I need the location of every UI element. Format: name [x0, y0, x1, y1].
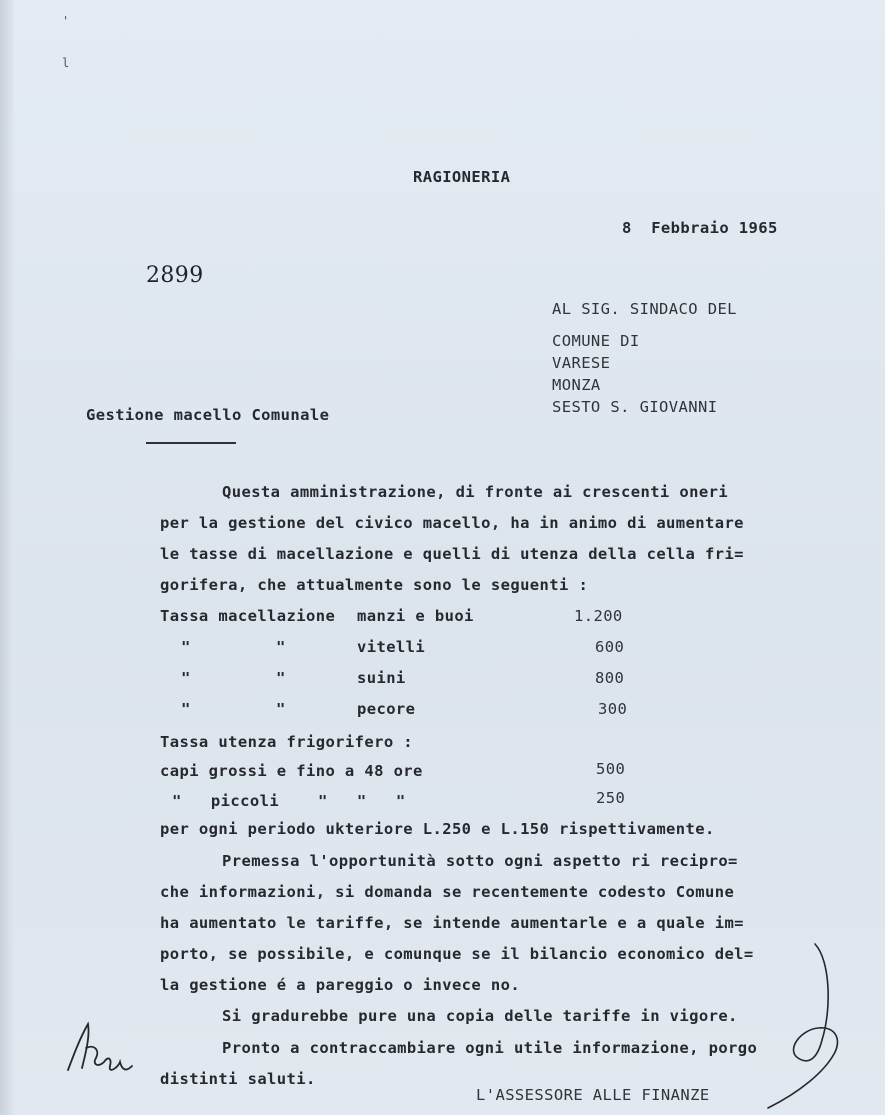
- fee-amount: 250: [596, 789, 626, 807]
- pen-stroke-mark: [760, 938, 850, 1113]
- fee-amount: 800: [595, 669, 625, 687]
- body-line: la gestione é a pareggio o invece no.: [160, 976, 521, 994]
- body-line: le tasse di macellazione e quelli di utenza della cella fri=: [160, 545, 744, 563]
- body-line: porto, se possibile, e comunque se il bilancio economico del=: [160, 945, 754, 963]
- fee-label: " piccoli " " ": [172, 792, 406, 810]
- fee-amount: 600: [595, 638, 625, 656]
- recipient-line: AL SIG. SINDACO DEL: [552, 300, 737, 318]
- body-line: Questa amministrazione, di fronte ai crescenti oneri: [222, 483, 729, 501]
- body-line: gorifera, che attualmente sono le seguenti :: [160, 576, 589, 594]
- fee-item: suini: [357, 669, 406, 687]
- margin-mark: ': [62, 14, 70, 28]
- office-heading: RAGIONERIA: [413, 168, 511, 186]
- fee-label: Tassa macellazione: [160, 607, 336, 625]
- body-line: ha aumentato le tariffe, se intende aumentarle e a quale im=: [160, 914, 744, 932]
- ditto-mark: ": [181, 638, 191, 656]
- body-line: che informazioni, si domanda se recentemente codesto Comune: [160, 883, 735, 901]
- closing-line: distinti saluti.: [160, 1070, 316, 1088]
- subject-underline: [146, 442, 236, 444]
- recipient-line: VARESE: [552, 354, 611, 372]
- letter-date: 8 Febbraio 1965: [622, 219, 778, 237]
- handwritten-initials: [60, 1008, 140, 1090]
- body-line: per la gestione del civico macello, ha in animo di aumentare: [160, 514, 744, 532]
- subject-line: Gestione macello Comunale: [86, 406, 330, 424]
- fee-amount: 1.200: [574, 607, 623, 625]
- fee-amount: 500: [596, 760, 626, 778]
- body-line: Si gradurebbe pure una copia delle tariffe in vigore.: [222, 1007, 738, 1025]
- signature-title: L'ASSESSORE ALLE FINANZE: [476, 1086, 710, 1104]
- body-line: per ogni periodo ukteriore L.250 e L.150 rispettivamente.: [160, 820, 715, 838]
- fee-item: manzi e buoi: [357, 607, 474, 625]
- fee-item: vitelli: [357, 638, 426, 656]
- fridge-title: Tassa utenza frigorifero :: [160, 733, 414, 751]
- ditto-mark: ": [276, 669, 286, 687]
- fee-amount: 300: [598, 700, 628, 718]
- margin-mark: l: [62, 56, 70, 70]
- ditto-mark: ": [276, 638, 286, 656]
- ditto-mark: ": [276, 700, 286, 718]
- recipient-line: COMUNE DI: [552, 332, 640, 350]
- ditto-mark: ": [181, 700, 191, 718]
- protocol-number: 2899: [146, 263, 204, 288]
- closing-line: Pronto a contraccambiare ogni utile informazione, porgo: [222, 1039, 758, 1057]
- recipient-line: SESTO S. GIOVANNI: [552, 398, 718, 416]
- fee-label: capi grossi e fino a 48 ore: [160, 762, 423, 780]
- body-line: Premessa l'opportunità sotto ogni aspetto ri recipro=: [222, 852, 738, 870]
- paper-edge: [0, 0, 14, 1115]
- fee-item: pecore: [357, 700, 416, 718]
- ditto-mark: ": [181, 669, 191, 687]
- recipient-line: MONZA: [552, 376, 601, 394]
